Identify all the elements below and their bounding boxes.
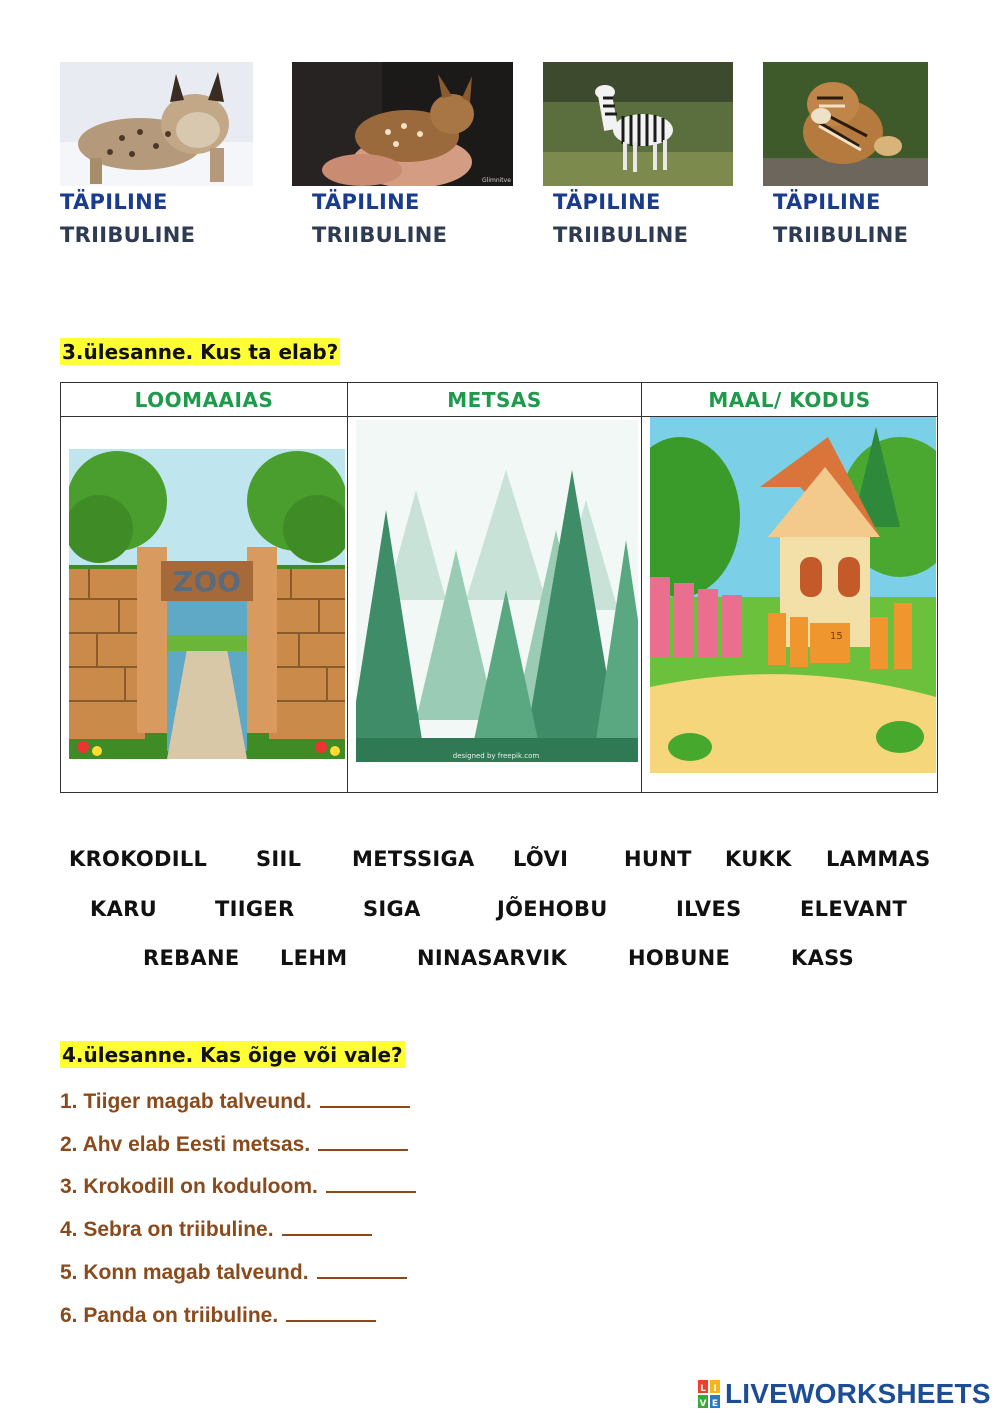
- logo-letter: I: [713, 1384, 717, 1394]
- option-spotted[interactable]: TÄPILINE: [553, 190, 661, 214]
- column-header-forest: METSAS: [348, 383, 641, 417]
- statement-1: [60, 1088, 410, 1114]
- answer-blank[interactable]: [317, 1259, 407, 1279]
- word-siil[interactable]: SIIL: [256, 847, 302, 871]
- word-siga[interactable]: SIGA: [363, 897, 421, 921]
- answer-blank[interactable]: [318, 1131, 408, 1151]
- word-krokodill[interactable]: KROKODILL: [69, 847, 208, 871]
- word-rebane[interactable]: REBANE: [143, 946, 240, 970]
- statement-3: [60, 1173, 416, 1199]
- fawn-photo: [292, 62, 513, 186]
- word-joehobu[interactable]: JÕEHOBU: [497, 897, 608, 921]
- option-spotted[interactable]: TÄPILINE: [773, 190, 881, 214]
- habitat-table: [60, 382, 938, 793]
- option-striped[interactable]: TRIIBULINE: [60, 223, 196, 247]
- habitat-column-zoo: [61, 383, 348, 792]
- answer-blank[interactable]: [320, 1088, 410, 1108]
- statement-6: [60, 1302, 376, 1328]
- logo-letter: V: [699, 1399, 707, 1409]
- word-elevant[interactable]: ELEVANT: [800, 897, 908, 921]
- column-header-home: MAAL/ KODUS: [642, 383, 937, 417]
- drop-zone-home[interactable]: [642, 417, 937, 792]
- chipmunk-photo: [763, 62, 928, 186]
- word-tiiger[interactable]: TIIGER: [215, 897, 295, 921]
- zoo-sign: ZOO: [173, 565, 241, 598]
- statement-text: 6. Panda on triibuline.: [60, 1304, 279, 1327]
- logo-letter: L: [700, 1384, 706, 1394]
- task4-heading: 4.ülesanne. Kas õige või vale?: [62, 1043, 403, 1067]
- house-number: 15: [830, 631, 843, 642]
- drop-zone-forest[interactable]: [348, 417, 641, 792]
- task3-heading: 3.ülesanne. Kus ta elab?: [62, 340, 339, 364]
- habitat-column-home: [642, 383, 937, 792]
- word-hobune[interactable]: HOBUNE: [628, 946, 731, 970]
- zoo-illustration: [69, 449, 345, 759]
- column-header-zoo: LOOMAAIAS: [61, 383, 347, 417]
- option-spotted[interactable]: TÄPILINE: [312, 190, 420, 214]
- word-lovi[interactable]: LÕVI: [513, 847, 569, 871]
- statement-text: 5. Konn magab talveund.: [60, 1261, 309, 1284]
- answer-blank[interactable]: [282, 1216, 372, 1236]
- statement-5: [60, 1259, 407, 1285]
- logo-mark-icon: [698, 1380, 722, 1410]
- statement-4: [60, 1216, 372, 1242]
- word-lehm[interactable]: LEHM: [280, 946, 348, 970]
- home-illustration: [650, 417, 936, 773]
- word-kukk[interactable]: KUKK: [725, 847, 792, 871]
- option-striped[interactable]: TRIIBULINE: [312, 223, 448, 247]
- forest-illustration: [356, 420, 638, 762]
- option-spotted[interactable]: TÄPILINE: [60, 190, 168, 214]
- statement-text: 3. Krokodill on koduloom.: [60, 1175, 318, 1198]
- brand-name: LIVEWORKSHEETS: [725, 1378, 991, 1409]
- option-striped[interactable]: TRIIBULINE: [553, 223, 689, 247]
- statement-text: 4. Sebra on triibuline.: [60, 1218, 274, 1241]
- drop-zone-zoo[interactable]: [61, 417, 347, 792]
- statement-2: [60, 1131, 408, 1157]
- zebra-photo: [543, 62, 733, 186]
- word-ninasarvik[interactable]: NINASARVIK: [417, 946, 568, 970]
- photo-credit: Glimnitve: [482, 177, 511, 184]
- answer-blank[interactable]: [326, 1173, 416, 1193]
- statement-text: 2. Ahv elab Eesti metsas.: [60, 1133, 311, 1156]
- statement-text: 1. Tiiger magab talveund.: [60, 1090, 312, 1113]
- option-striped[interactable]: TRIIBULINE: [773, 223, 909, 247]
- answer-blank[interactable]: [286, 1302, 376, 1322]
- word-metssiga[interactable]: METSSIGA: [352, 847, 475, 871]
- word-kass[interactable]: KASS: [791, 946, 855, 970]
- habitat-column-forest: [348, 383, 642, 792]
- word-ilves[interactable]: ILVES: [676, 897, 742, 921]
- forest-credit: designed by freepik.com: [452, 752, 540, 760]
- logo-letter: E: [711, 1399, 719, 1409]
- word-karu[interactable]: KARU: [90, 897, 157, 921]
- word-hunt[interactable]: HUNT: [624, 847, 692, 871]
- word-lammas[interactable]: LAMMAS: [826, 847, 931, 871]
- lynx-photo: [60, 62, 253, 186]
